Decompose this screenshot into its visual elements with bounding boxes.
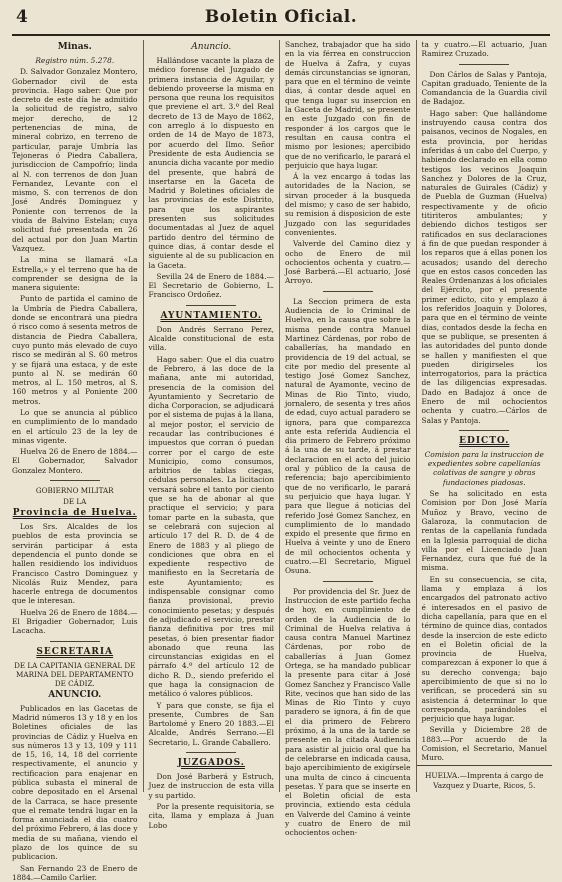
divider: [186, 305, 236, 306]
minas-signature: Huelva 26 de Enero de 1884.— El Gobernador, Salvador Gonzalez Montero.: [12, 447, 138, 475]
audiencia-paragraph: La Seccion primera de esta Audiencia de lo Criminal de Huelva, en la causa que sobre la misma pende contra Manuel Martinez Cárdenas, por robo de caballerías, ha mandado en providencia de 19 del actual, se cite por medio del presente al testigo José Gomez Sanchez, natural de Ayamonte, vecino de Minas de Rio Tinto, viudo, jornalero, de sesenta y tres años de edad, cuyo actual paradero se ignora, para que comparezca ante esta referida Audiencia el dia primero de Febrero próximo á la una de su tarde, á prestar declaracion en el acto del juicio oral y público de la causa de referencia; bajo apercibimiento que de no verificarlo, le parará su perjuicio que haya lugar. Y para que llegue á noticias del referido José Gomez Sanchez, en cumplimiento de lo mandado expido el presente que firmo en Huelva á veinte y uno de Enero de mil ochocientos ochenta y cuatro.—El Secretario, Miguel Osuna.: [285, 296, 411, 576]
divider: [417, 765, 553, 766]
anuncio-title: ANUNCIO.: [48, 689, 102, 700]
minas-paragraph: Lo que se anuncia al público en cumplimiento de lo mandado en el artículo 23 de la ley de minas vigente.: [12, 407, 138, 445]
edict-paragraph: Don Cárlos de Salas y Pantoja, Capitan graduado, Teniente de la Comandancia de la Guardia civil de Badajoz.: [421, 69, 547, 107]
gobierno-title: GOBIERNO MILITAR: [35, 486, 114, 496]
gobierno-province: Provincia de Huelva.: [12, 508, 137, 519]
juzgados-title: JUZGADOS.: [177, 758, 245, 769]
ayuntamiento-paragraph: Don Andrés Serrano Perez, Alcalde constitucional de esta villa.: [148, 324, 274, 353]
ayuntamiento-signature: Y para que conste, se fija el presente, Cumbres de San Bartolomé y Enero 20 1883.—El Alcalde, Andrés Serrano.—El Secretario, L. Grande Caballero.: [148, 700, 274, 747]
printer-credit: HUELVA.—Imprenta á cargo de Vazquez y Duarte, Ricos, 5.: [424, 771, 544, 790]
providencia-paragraph: Por providencia del Sr. Juez de Instruccion de este partido fecha de hoy, en cumplimiento de orden de la Audiencia de lo Criminal de Huelva relativa á causa contra Manuel Martinez Cárdenas, por robo de caballerías á Juan Gomez Ortega, se ha mandado publicar la presente para citar á José Gomez Sanchez y Francisco Valle Rite, vecinos que han sido de las Minas de Rio Tinto y cuyo paradero se ignora, á fin de que el dia primero de Febrero próximo, á la una de la tarde se presente en la citada Audiencia para asistir al juicio oral que ha de celebrarse en indicada causa, bajo apercibimiento de exigírsele una multa de cinco á cincuenta pesetas. Y para que se inserte en el Boletin oficial de esta provincia, extiendo esta cédula en Valverde del Camino á veinte y cuatro de Enero de mil ochocientos ochen-: [285, 586, 411, 838]
edicto-signature: Sevilla y Diciembre 28 de 1883.—Por acuerdo de la Comision, el Secretario, Manuel Muro.: [421, 725, 547, 763]
section-title-minas: Minas.: [57, 42, 92, 52]
minas-paragraph: Punto de partida el camino de la Umbría de Piedra Caballera, donde se encontrará una piedra ó risco como á sesenta metros de distancia de Piedra Caballera, cuyo punto más elevado de cuyo risco se medirán al S. 60 metros y se fijará una estaca, y de este punto al N. se medirán 60 metros, al L. 150 metros, al S. 160 metros y al Poniente 200 metros.: [12, 294, 138, 406]
divider: [459, 64, 509, 65]
secretaria-title: SECRETARIA: [36, 646, 114, 657]
page-number: 4: [16, 7, 28, 27]
gobierno-subtitle: DE LA: [63, 497, 87, 507]
ayuntamiento-title: AYUNTAMIENTO.: [160, 310, 263, 321]
requisitoria-paragraph: Á la vez encargo á todas las autoridades de la Nacion, se sirvan proceder á la busqueda del mismo; y caso de ser habido, su remision á disposicion de este Juzgado con las seguridades convenientes.: [285, 172, 411, 237]
minas-paragraph: D. Salvador Gonzalez Montero, Gobernador civil de esta provincia. Hago saber: Que por decreto de este día he admitido la solicitud de registro, salvo mejor derecho, de 12 pertenencias de mina, de mineral cobrizo, en terreno de particular, paraje Umbría las Tejoneras ó Piedra Caballera, jurisdiccion de Campofrío; linda al N. con terrenos de don Juan Fernandez, Levante con el mismo, S. con terrenos de don José Andrés Dominguez y Poniente con terrenos de la viuda de Balvino Estelan; cuya solicitud fué presentada en 26 del actual por don Juan Martin Vazquez.: [12, 67, 138, 253]
edicto-paragraph: En su consecuencia, se cita, llama y emplaza á los encargados del patronato activo é interesados en el pasivo de dicha capellanía, para que en el término de quince dias, contados desde la insercion de este edicto en el Boletin oficial de la provincia de Huelva, comparezcan á exponer lo que á su derecho convenga; bajo apercibimiento de que si no lo verifican, se procederá sin su asistencia á determinar lo que corresponda, parándoles el perjuicio que haya lugar.: [421, 574, 547, 724]
requisitoria-paragraph: Sanchez, trabajador que ha sido en la via férrea en construccion de Huelva á Zafra, y cuyas demás circunstancias se ignoran, para que en el término de veinte dias, á contar desde aquel en que tenga lugar su insercion en la Gaceta de Madrid, se presente en este Juzgado con fin de responder á los cargos que le resultan en causa contra el mismo por lesiones; apercibido que de no verificarlo, le parará el perjuicio que haya lugar.: [285, 40, 411, 170]
gobierno-signature: Huelva 26 de Enero de 1884.— El Brigadier Gobernador, Luis Lacacha.: [12, 607, 138, 636]
actuario-signature: ta y cuatro.—El actuario, Juan Ramirez Cruzado.: [421, 40, 547, 59]
juzgados-paragraph: Por la presente requisitoria, se cita, llama y emplaza á Juan Lobo: [148, 801, 274, 830]
anuncio-signature: San Fernando 23 de Enero de 1884.—Camilo Carlier.: [12, 863, 138, 882]
divider: [323, 581, 373, 582]
anuncio-paragraph: Hallándose vacante la plaza de médico forense del Juzgado de primera instancia de Aguilar, y debiendo proveerse la misma en persona que reuna los requisitos que previene el art. 3.º del Real decreto de 13 de Mayo de 1862, con arreglo á lo dispuesto en orden de 14 de Mayo de 1873, por acuerdo del Ilmo. Señor Presidente de esta Audiencia se anuncia dicha vacante por medio del presente, que habrá de insertarse en la Gaceta de Madrid y Boletines oficiales de las provincias de este Distrito, para que los aspirantes presenten sus solicitudes documentadas al Juez de aquel partido dentro del término de quince dias, á contar desde el siguiente al de su publicacion en la Gaceta.: [148, 56, 274, 270]
secretaria-subtitle: DE LA CAPITANIA GENERAL DE MARINA DEL DEPARTAMENTO DE CÁDIZ.: [14, 660, 136, 688]
column-2: [143, 40, 280, 830]
page-header: [12, 4, 550, 36]
minas-paragraph: La mina se llamará «La Estrella,» y el terreno que ha de comprender se designa de la manera siguiente:: [12, 255, 138, 293]
ayuntamiento-paragraph: Hago saber: Que el dia cuatro de Febrero, á las doce de la mañana, ante mi autoridad, presencia de la comision del Ayuntamiento y Secretario de dicha Corporacion, se adjudicará por el sistema de pujas á la llana, al mejor postor, el servicio de recaudar las contribuciones é impuestos que corran ó puedan correr por el cargo de este Municipio, como consumos, arbitrios de tablas ciegas, cédulas personales. La licitacion versará sobre el tanto por ciento que se ha de abonar al que practique el servicio; y para tomar parte en la subasta, que se celebrará con sujecion al artículo 17 del R. D. de 4 de Enero de 1883 y al pliego de condiciones que obra en el expediente respectivo de manifiesto en la Secretaría de este Ayuntamiento; es indispensable consignar como fianza provisional, previo conocimiento pesetas; y después de adjudicado el servicio, prestar fianza definitiva por tres mil pesetas, ó bien presentar fiador abonado que reuna las circunstancias exigidas en el párrafo 4.º del artículo 12 de dicho R. D., siendo preferido el que haga la consignacion de metálico ó valores públicos.: [148, 354, 275, 699]
minas-registry: Registro núm. 5.278.: [35, 56, 115, 65]
column-4: [416, 40, 553, 792]
edicto-paragraph: Se ha solicitado en esta Comision por Don José María Muñoz y Bravo, vecino de Galaroza, la conmutacion de rentas de la capellanía fundada en la Iglesia parroquial de dicha villa por el Licenciado Juan Fernandez, cura que fué de la misma.: [421, 489, 547, 573]
edicto-title: EDICTO.: [459, 435, 510, 446]
divider: [50, 480, 100, 481]
divider: [323, 291, 373, 292]
anuncio-signature: Sevilla 24 de Enero de 1884.—El Secretario de Gobierno, L. Francisco Ordoñez.: [148, 271, 274, 300]
gobierno-paragraph: Los Srs. Alcaldes de los pueblos de esta provincia se servirán participar á esta dependencia el punto donde se hallen residiendo los individuos Francisco Castro Dominguez y Nicolás Ruiz Mendez, para hacerle entrega de documentos que le interesan.: [12, 522, 138, 606]
anuncio-title: Anuncio.: [191, 42, 232, 52]
anuncio-paragraph: Publicados en las Gacetas de Madrid números 13 y 18 y en los Boletines oficiales de las provincias de Cádiz y Huelva en sus números 13 y 13, 109 y 111 de 15, 16, 14, 18 del corriente respectivamente, el anuncio y rectificacion para enajenar en pública subasta el mineral de cobre depositado en el Arsenal de la Carraca, se hace presente que el remate tendrá lugar en la forma anunciada el dia cuatro del próximo Febrero, á las doce y media de su mañana, viendo el plazo de los quince de su publicacion.: [12, 703, 138, 862]
divider: [186, 752, 236, 753]
juzgados-paragraph: Don José Barberá y Estruch, Juez de instruccion de esta villa y su partido.: [148, 772, 274, 800]
requisitoria-signature: Valverde del Camino diez y ocho de Enero de mil ochocientos ochenta y cuatro.—José Barberá.—El actuario, José Arroyo.: [285, 239, 411, 286]
imprint-footer: [417, 760, 553, 792]
divider: [459, 430, 509, 431]
divider: [50, 641, 100, 642]
columns: [12, 40, 552, 882]
newspaper-title: Boletin Oficial.: [204, 7, 358, 27]
column-3: [279, 40, 416, 838]
edict-paragraph: Hago saber: Que hallándome instruyendo causa contra dos paisanos, vecinos de Nogales, en esta provincia, por heridas inferidas á un cabo del Cuerpo, y habiendo declarado en ella como testigos los vecinos Joaquin Sanchez y Dolores de la Cruz, naturales de Guirales (Cádiz) y de Puebla de Guzman (Huelva) respectivamente y de oficio titiriteros ambulantes; y debiendo dichos testigos ser ratificados en sus declaraciones á fin de que puedan responder á los reparos que á ellas ponen los acusados; usando del derecho que en estos casos conceden las Reales Ordenanzas á los oficiales del Ejército, por el presente primer edicto, cito y emplazo á los referidos Joaquin y Dolores, para que en el término de veinte dias, contados desde la fecha en que se publique, se presenten á las autoridades del punto donde se hallen y manifiesten el que pueden dirigirseles los interrogatorios, para la práctica de las diligencias expresadas. Dado en Badajoz á once de Enero de mil ochocientos ochenta y cuatro.—Cárlos de Salas y Pantoja.: [421, 108, 547, 425]
column-1: [12, 40, 143, 882]
edicto-subtitle: Comision para la instruccion de expedientes sobre capellanías colativas de sangre y obras fundaciones piadosas.: [424, 449, 544, 487]
